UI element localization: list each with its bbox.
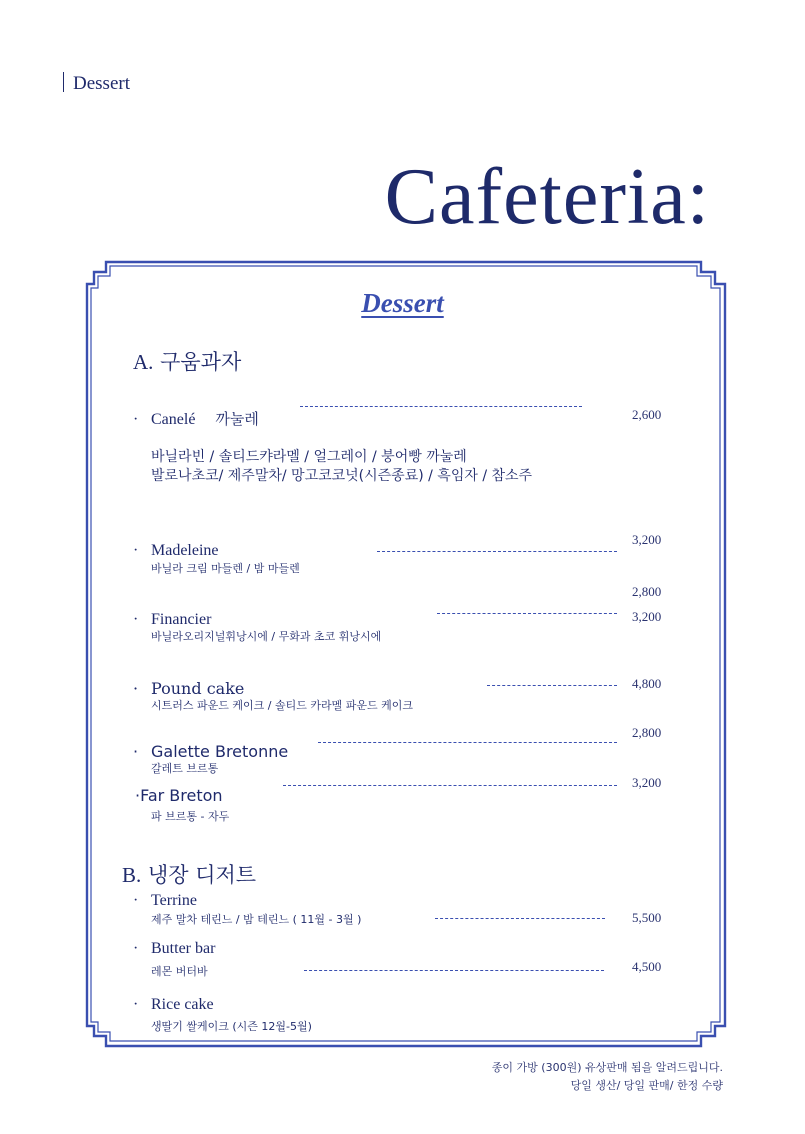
- item-price: 2,800: [632, 725, 662, 740]
- item-name: Canelé: [151, 411, 196, 428]
- page-title: Cafeteria:: [384, 153, 710, 241]
- bullet: ·: [133, 892, 139, 909]
- bullet: ·: [133, 742, 139, 761]
- menu-item-madeleine: [133, 542, 219, 560]
- footnote-production: 당일 생산/ 당일 판매/ 한정 수량: [570, 1079, 723, 1092]
- item-price: 5,500: [632, 910, 662, 925]
- item-description: 생딸기 쌀케이크 (시즌 12월-5월): [151, 1020, 312, 1033]
- item-price: 3,200: [632, 775, 662, 790]
- item-description: 갈레트 브르통: [151, 762, 219, 775]
- item-name: Galette Bretonne: [151, 742, 289, 761]
- item-description: 제주 말차 테린느 / 밤 테린느 ( 11월 - 3월 ): [151, 913, 362, 926]
- bullet: ·: [133, 411, 139, 428]
- item-description: 발로나초코/ 제주말차/ 망고코코넛(시즌종료) / 흑임자 / 참소주: [151, 468, 533, 484]
- item-name: Rice cake: [151, 996, 214, 1013]
- category-heading-a: [133, 346, 241, 376]
- menu-item-far-breton: [135, 786, 223, 805]
- leader-dots: [435, 918, 605, 919]
- footnote-bag: 종이 가방 (300원) 유상판매 됨을 알려드립니다.: [491, 1061, 723, 1074]
- menu-section-title: Dessert: [361, 288, 444, 318]
- item-description: 바닐라 크림 마들렌 / 밤 마들렌: [151, 562, 300, 575]
- item-name: Far Breton: [140, 786, 223, 805]
- item-price: 4,800: [632, 676, 662, 691]
- category-name: 냉장 디저트: [147, 863, 257, 887]
- leader-dots: [437, 613, 617, 614]
- leader-dots: [318, 742, 617, 743]
- bullet: ·: [133, 996, 139, 1013]
- item-description: 시트러스 파운드 케이크 / 솔티드 카라멜 파운드 케이크: [151, 699, 413, 712]
- bullet: ·: [133, 679, 139, 698]
- menu-item-butter-bar: [133, 940, 215, 958]
- item-name-ko: 까눌레: [215, 410, 259, 428]
- menu-item-galette-bretonne: [133, 742, 288, 761]
- item-price: 2,600: [632, 407, 662, 422]
- menu-item-pound-cake: [133, 679, 244, 698]
- category-letter: A.: [133, 350, 154, 374]
- category-letter: B.: [122, 863, 142, 887]
- item-price: 3,200: [632, 609, 662, 624]
- category-name: 구움과자: [160, 350, 242, 374]
- leader-dots: [487, 685, 617, 686]
- item-price: 2,800: [632, 584, 662, 599]
- menu-item-canele: [133, 408, 259, 429]
- item-name: Financier: [151, 611, 212, 628]
- menu-item-financier: [133, 611, 211, 629]
- item-name: Madeleine: [151, 542, 219, 559]
- menu-item-rice-cake: [133, 996, 214, 1014]
- item-name: Terrine: [151, 892, 197, 909]
- leader-dots: [377, 551, 617, 552]
- bullet: ·: [133, 542, 139, 559]
- bullet: ·: [133, 940, 139, 957]
- item-description: 파 브르통 - 자두: [151, 810, 230, 823]
- item-name: Pound cake: [151, 679, 245, 698]
- category-heading-b: [122, 859, 256, 889]
- item-description: 바닐라오리지널휘낭시에 / 무화과 초코 휘낭시에: [151, 630, 382, 643]
- header-label: Dessert: [73, 73, 130, 94]
- leader-dots: [300, 406, 582, 407]
- item-description: 레몬 버터바: [151, 965, 208, 978]
- item-description: 바닐라빈 / 솔티드캬라멜 / 얼그레이 / 붕어빵 까눌레: [151, 449, 467, 465]
- leader-dots: [304, 970, 604, 971]
- leader-dots: [283, 785, 617, 786]
- item-name: Butter bar: [151, 940, 216, 957]
- bullet: ·: [135, 786, 141, 805]
- menu-item-terrine: [133, 892, 197, 910]
- bullet: ·: [133, 611, 139, 628]
- item-price: 3,200: [632, 532, 662, 547]
- item-price: 4,500: [632, 959, 662, 974]
